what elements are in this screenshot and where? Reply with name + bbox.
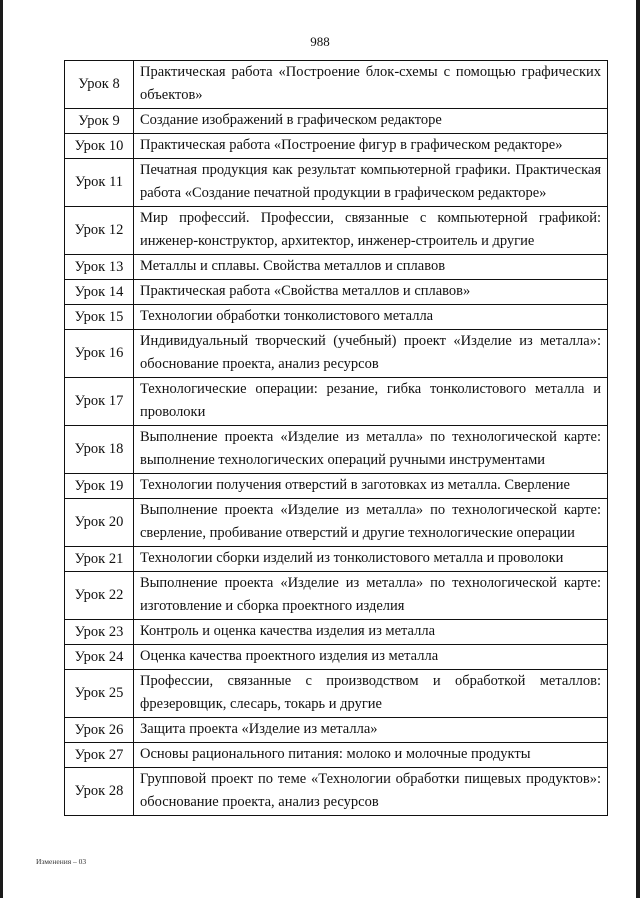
table-row xyxy=(65,645,608,670)
lesson-number: Урок 21 xyxy=(65,547,134,572)
table-row xyxy=(65,378,608,426)
lesson-number: Урок 26 xyxy=(65,718,134,743)
lesson-plan-table xyxy=(64,60,608,816)
table-row xyxy=(65,330,608,378)
table-row xyxy=(65,207,608,255)
lesson-topic: Групповой проект по теме «Технологии обработки пищевых продуктов»: обоснование проекта, анализ ресурсов xyxy=(134,768,608,816)
lesson-topic: Технологии обработки тонколистового металла xyxy=(134,305,608,330)
lesson-number: Урок 12 xyxy=(65,207,134,255)
table-row xyxy=(65,547,608,572)
table-row xyxy=(65,572,608,620)
lesson-topic: Профессии, связанные с производством и обработкой металлов: фрезеровщик, слесарь, токарь и другие xyxy=(134,670,608,718)
lesson-topic: Создание изображений в графическом редакторе xyxy=(134,109,608,134)
revision-footer: Изменения – 03 xyxy=(36,857,87,866)
lesson-number: Урок 11 xyxy=(65,159,134,207)
lesson-topic: Выполнение проекта «Изделие из металла» по технологической карте: изготовление и сборка проектного изделия xyxy=(134,572,608,620)
lesson-topic: Технологии сборки изделий из тонколистового металла и проволоки xyxy=(134,547,608,572)
table-row xyxy=(65,280,608,305)
lesson-topic: Технологии получения отверстий в заготовках из металла. Сверление xyxy=(134,474,608,499)
table-row xyxy=(65,305,608,330)
lesson-number: Урок 16 xyxy=(65,330,134,378)
lesson-number: Урок 28 xyxy=(65,768,134,816)
lesson-topic: Основы рационального питания: молоко и молочные продукты xyxy=(134,743,608,768)
lesson-number: Урок 13 xyxy=(65,255,134,280)
lesson-topic: Практическая работа «Построение блок-схемы с помощью графических объектов» xyxy=(134,61,608,109)
table-row xyxy=(65,255,608,280)
table-row xyxy=(65,134,608,159)
lesson-number: Урок 24 xyxy=(65,645,134,670)
lesson-number: Урок 27 xyxy=(65,743,134,768)
lesson-topic: Практическая работа «Свойства металлов и сплавов» xyxy=(134,280,608,305)
lesson-topic: Выполнение проекта «Изделие из металла» по технологической карте: сверление, пробивание отверстий и другие технологические операции xyxy=(134,499,608,547)
lesson-topic: Выполнение проекта «Изделие из металла» по технологической карте: выполнение технологических операций ручными инструментами xyxy=(134,426,608,474)
table-row xyxy=(65,499,608,547)
table-row xyxy=(65,743,608,768)
table-row xyxy=(65,670,608,718)
lesson-topic: Мир профессий. Профессии, связанные с компьютерной графикой: инженер-конструктор, архитектор, инженер-строитель и другие xyxy=(134,207,608,255)
page-number: 988 xyxy=(310,34,330,49)
table-row xyxy=(65,768,608,816)
table-row xyxy=(65,718,608,743)
lesson-topic: Защита проекта «Изделие из металла» xyxy=(134,718,608,743)
lesson-topic: Технологические операции: резание, гибка тонколистового металла и проволоки xyxy=(134,378,608,426)
lesson-number: Урок 9 xyxy=(65,109,134,134)
lesson-number: Урок 17 xyxy=(65,378,134,426)
lesson-number: Урок 10 xyxy=(65,134,134,159)
scan-left-edge xyxy=(0,0,3,898)
lesson-topic: Индивидуальный творческий (учебный) проект «Изделие из металла»: обоснование проекта, анализ ресурсов xyxy=(134,330,608,378)
lesson-topic: Оценка качества проектного изделия из металла xyxy=(134,645,608,670)
table-row xyxy=(65,474,608,499)
lesson-number: Урок 22 xyxy=(65,572,134,620)
lesson-topic: Практическая работа «Построение фигур в графическом редакторе» xyxy=(134,134,608,159)
lesson-number: Урок 25 xyxy=(65,670,134,718)
lesson-topic: Металлы и сплавы. Свойства металлов и сплавов xyxy=(134,255,608,280)
table-row xyxy=(65,159,608,207)
lesson-number: Урок 19 xyxy=(65,474,134,499)
lesson-number: Урок 8 xyxy=(65,61,134,109)
lesson-number: Урок 23 xyxy=(65,620,134,645)
lesson-number: Урок 14 xyxy=(65,280,134,305)
lesson-number: Урок 15 xyxy=(65,305,134,330)
table-row xyxy=(65,61,608,109)
table-row xyxy=(65,426,608,474)
lesson-rows xyxy=(65,61,608,816)
lesson-number: Урок 18 xyxy=(65,426,134,474)
scan-right-edge xyxy=(636,0,640,898)
lesson-topic: Печатная продукция как результат компьютерной графики. Практическая работа «Создание печатной продукции в графическом редакторе» xyxy=(134,159,608,207)
lesson-number: Урок 20 xyxy=(65,499,134,547)
table-row xyxy=(65,109,608,134)
lesson-topic: Контроль и оценка качества изделия из металла xyxy=(134,620,608,645)
table-row xyxy=(65,620,608,645)
